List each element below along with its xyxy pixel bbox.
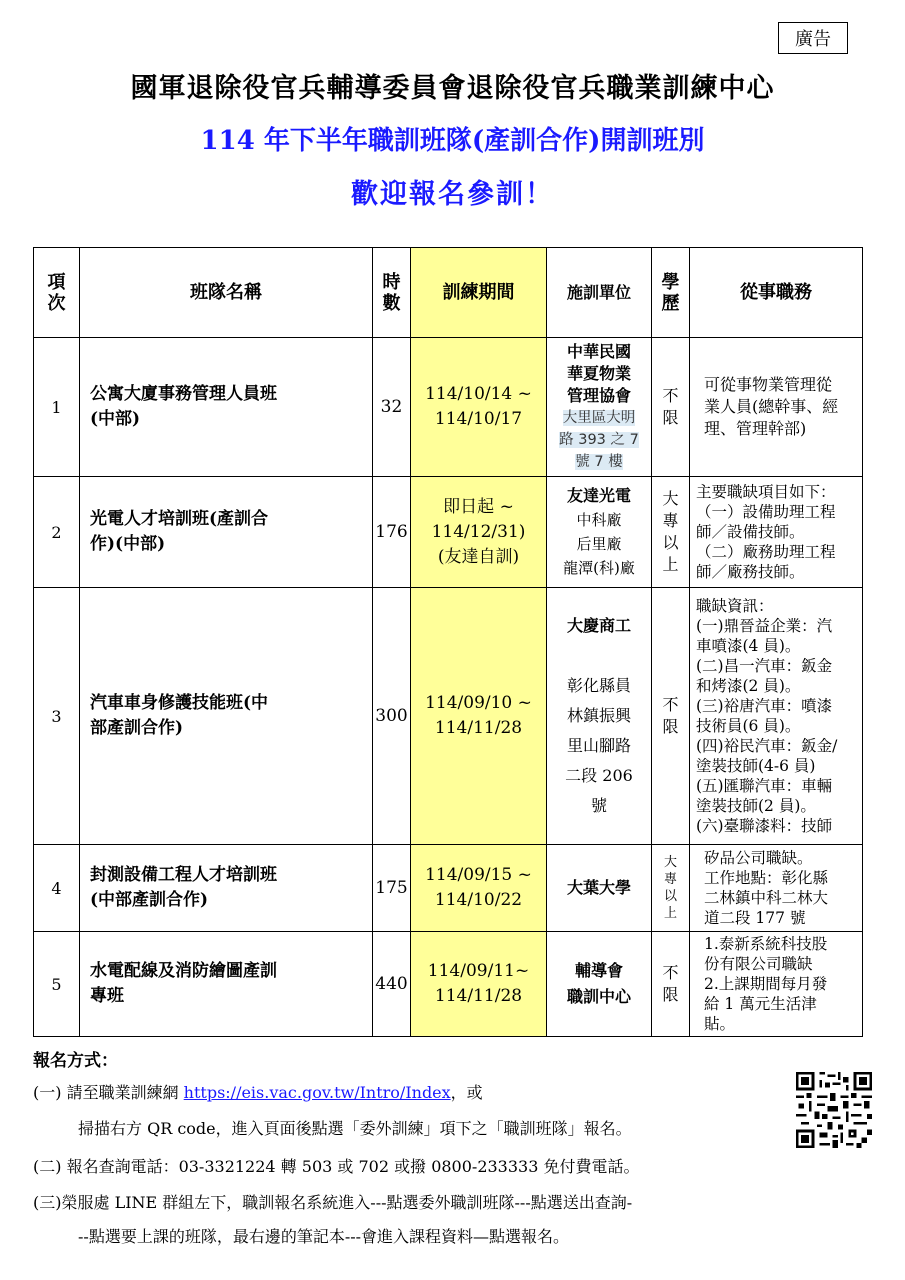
job-description: 主要職缺項目如下： （一）設備助理工程 師／設備技師。 （二）廠務助理工程 師／廠務技師。 xyxy=(690,477,863,588)
row-number: 4 xyxy=(34,845,80,932)
course-name: 汽車車身修護技能班(中 部產訓合作) xyxy=(80,588,373,845)
registration-title: 報名方式： xyxy=(33,1051,118,1071)
course-name: 水電配線及消防繪圖產訓 專班 xyxy=(80,932,373,1037)
course-hours: 175 xyxy=(373,845,411,932)
registration-step-1-line-2: 掃描右方 QR code，進入頁面後點選「委外訓練」項下之「職訓班隊」報名。 xyxy=(78,1119,632,1138)
course-period: 114/09/11~ 114/11/28 xyxy=(411,932,547,1037)
header-job: 從事職務 xyxy=(690,248,863,338)
training-unit: 友達光電 中科廠 后里廠 龍潭(科)廠 xyxy=(547,477,652,588)
header-period: 訓練期間 xyxy=(411,248,547,338)
row-number: 2 xyxy=(34,477,80,588)
training-site-link[interactable]: https://eis.vac.gov.tw/Intro/Index xyxy=(183,1083,451,1102)
course-name: 光電人才培訓班(產訓合 作)(中部) xyxy=(80,477,373,588)
qr-code-icon[interactable] xyxy=(796,1072,872,1148)
job-description: 可從事物業管理從 業人員(總幹事、經 理、管理幹部) xyxy=(690,338,863,477)
course-name: 公寓大廈事務管理人員班 (中部) xyxy=(80,338,373,477)
education-requirement: 大 專 以 上 xyxy=(652,845,690,932)
course-hours: 300 xyxy=(373,588,411,845)
course-period: 即日起 ~ 114/12/31) (友達自訓) xyxy=(411,477,547,588)
training-unit: 大葉大學 xyxy=(547,845,652,932)
row-number: 3 xyxy=(34,588,80,845)
table-header-row xyxy=(34,248,863,338)
training-unit: 中華民國 華夏物業 管理協會 大里區大明 路 393 之 7 號 7 樓 xyxy=(547,338,652,477)
job-description: 矽品公司職缺。 工作地點：彰化縣 二林鎮中科二林大 道二段 177 號 xyxy=(690,845,863,932)
header-hours: 時 數 xyxy=(373,248,411,338)
ad-tag: 廣告 xyxy=(778,22,848,54)
table-row xyxy=(34,338,863,477)
course-table xyxy=(33,247,863,1037)
header-name: 班隊名稱 xyxy=(80,248,373,338)
registration-step-3: (三)榮服處 LINE 群組左下，職訓報名系統進入---點選委外職訓班隊---點選送出查詢- xyxy=(33,1193,633,1212)
header-edu: 學 歷 xyxy=(652,248,690,338)
table-row xyxy=(34,932,863,1037)
education-requirement: 不 限 xyxy=(652,932,690,1037)
welcome-text: 歡迎報名參訓！ xyxy=(351,179,554,210)
course-hours: 32 xyxy=(373,338,411,477)
header-item: 項 次 xyxy=(34,248,80,338)
course-name: 封測設備工程人才培訓班 (中部產訓合作) xyxy=(80,845,373,932)
table-row xyxy=(34,588,863,845)
registration-step-1: (一) 請至職業訓練網 https://eis.vac.gov.tw/Intro/Index，或 xyxy=(33,1083,483,1102)
header-unit: 施訓單位 xyxy=(547,248,652,338)
education-requirement: 大 專 以 上 xyxy=(652,477,690,588)
table-row xyxy=(34,845,863,932)
course-period: 114/09/15 ~ 114/10/22 xyxy=(411,845,547,932)
row-number: 5 xyxy=(34,932,80,1037)
subtitle: 114 年下半年職訓班隊(產訓合作)開訓班別 xyxy=(200,126,705,156)
org-title: 國軍退除役官兵輔導委員會退除役官兵職業訓練中心 xyxy=(130,73,775,104)
table-row xyxy=(34,477,863,588)
course-period: 114/09/10 ~ 114/11/28 xyxy=(411,588,547,845)
job-description: 1.泰新系統科技股 份有限公司職缺 2.上課期間每月發 給 1 萬元生活津 貼。 xyxy=(690,932,863,1037)
registration-step-3-line-2: --點選要上課的班隊，最右邊的筆記本---會進入課程資料—點選報名。 xyxy=(78,1227,570,1246)
row-number: 1 xyxy=(34,338,80,477)
education-requirement: 不 限 xyxy=(652,338,690,477)
unit-address: 大里區大明 路 393 之 7 號 7 樓 xyxy=(559,410,639,470)
course-hours: 176 xyxy=(373,477,411,588)
training-unit: 輔導會 職訓中心 xyxy=(547,932,652,1037)
registration-step-2: (二) 報名查詢電話：03-3321224 轉 503 或 702 或撥 0800-233333 免付費電話。 xyxy=(33,1157,640,1176)
course-hours: 440 xyxy=(373,932,411,1037)
training-unit: 大慶商工 彰化縣員 林鎮振興 里山腳路 二段 206 號 xyxy=(547,588,652,845)
job-description: 職缺資訊： (一)鼎晉益企業：汽 車噴漆(4 員)。 (二)昌一汽車：鈑金 和烤漆(2 員)。 (三)裕唐汽車：噴漆 技術員(6 員)。 (四)裕民汽車：鈑金/ 塗裝技師(4-6 員) (五)匯聯汽車：車輛 塗裝技師(2 員)。 (六)臺聯漆料：技師 xyxy=(690,588,863,845)
course-period: 114/10/14 ~ 114/10/17 xyxy=(411,338,547,477)
education-requirement: 不 限 xyxy=(652,588,690,845)
